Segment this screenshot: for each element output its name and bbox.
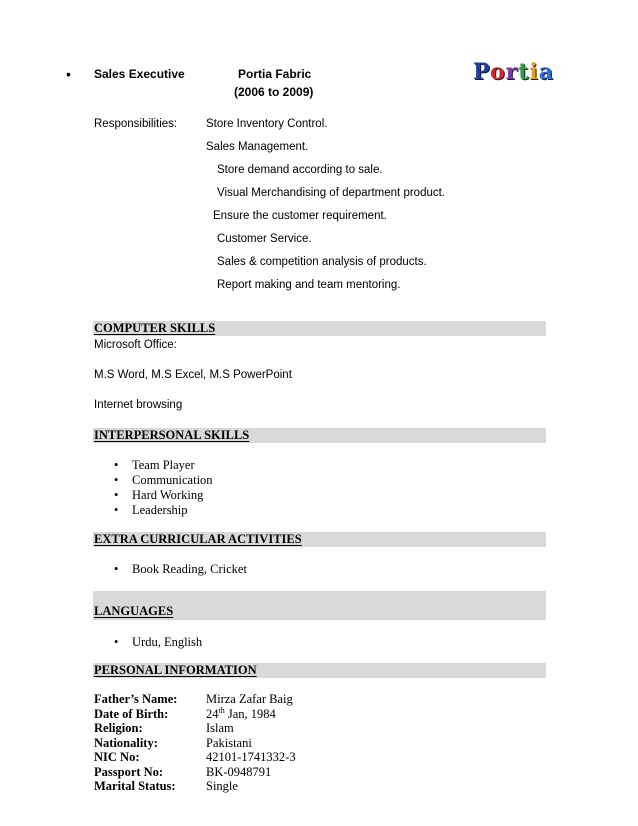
responsibility-item: Store Inventory Control. [206, 118, 328, 130]
section-heading: PERSONAL INFORMATION [94, 663, 257, 677]
dob-day: 24 [206, 707, 219, 721]
portia-logo [473, 59, 554, 85]
dob-label: Date of Birth: [94, 707, 169, 721]
list-item: • Urdu, English [107, 635, 202, 650]
list-item: • Team Player [107, 458, 213, 473]
extra-curricular-list [107, 562, 247, 577]
list-item: • Leadership [107, 503, 213, 518]
marital-value: Single [206, 779, 238, 793]
computer-skill-line: Microsoft Office: [94, 339, 177, 351]
logo-letter: a [538, 59, 555, 85]
languages-list [107, 635, 202, 650]
dob-rest: Jan, 1984 [224, 707, 276, 721]
marital-label: Marital Status: [94, 779, 176, 793]
responsibility-item: Sales Management. [206, 141, 309, 153]
languages-header [93, 591, 546, 620]
logo-letter: t [518, 59, 530, 85]
responsibility-item: Ensure the customer requirement. [213, 210, 387, 222]
responsibility-item: Store demand according to sale. [217, 164, 383, 176]
interpersonal-skills-list [107, 458, 213, 518]
computer-skill-line: M.S Word, M.S Excel, M.S PowerPoint [94, 369, 292, 381]
extra-curricular-header [93, 532, 546, 547]
computer-skill-line: Internet browsing [94, 399, 183, 411]
nic-value: 42101-1741332-3 [206, 750, 296, 764]
religion-value: Islam [206, 721, 234, 735]
interpersonal-skills-header [93, 428, 546, 443]
religion-label: Religion: [94, 721, 143, 735]
list-item: • Hard Working [107, 488, 213, 503]
section-heading: EXTRA CURRICULAR ACTIVITIES [94, 532, 302, 546]
fathers-name-label: Father’s Name: [94, 692, 178, 706]
job-title: Sales Executive [94, 67, 185, 81]
list-item: • Communication [107, 473, 213, 488]
passport-label: Passport No: [94, 765, 164, 779]
responsibilities-label: Responsibilities: [94, 118, 178, 130]
passport-value: BK-0948791 [206, 765, 272, 779]
nationality-value: Pakistani [206, 736, 252, 750]
responsibility-item: Sales & competition analysis of products. [217, 256, 427, 268]
computer-skills-header [93, 321, 546, 336]
logo-letter: P [473, 59, 490, 85]
responsibility-item: Visual Merchandising of department product. [217, 187, 446, 199]
section-heading: INTERPERSONAL SKILLS [94, 428, 250, 442]
logo-letter: i [529, 59, 539, 85]
logo-letter: o [489, 59, 506, 85]
responsibility-item: Customer Service. [217, 233, 312, 245]
logo-letter: r [505, 59, 519, 85]
personal-information-header [93, 663, 546, 678]
job-years: (2006 to 2009) [234, 85, 314, 99]
dob-suffix: th [218, 705, 225, 715]
nic-label: NIC No: [94, 750, 140, 764]
list-item: • Book Reading, Cricket [107, 562, 247, 577]
section-heading: COMPUTER SKILLS [94, 321, 216, 335]
fathers-name-value: Mirza Zafar Baig [206, 692, 293, 706]
dob-value [206, 707, 276, 722]
job-bullet: • [66, 66, 71, 82]
nationality-label: Nationality: [94, 736, 158, 750]
responsibility-item: Report making and team mentoring. [217, 279, 401, 291]
job-company: Portia Fabric [238, 67, 312, 81]
section-heading: LANGUAGES [94, 604, 174, 618]
